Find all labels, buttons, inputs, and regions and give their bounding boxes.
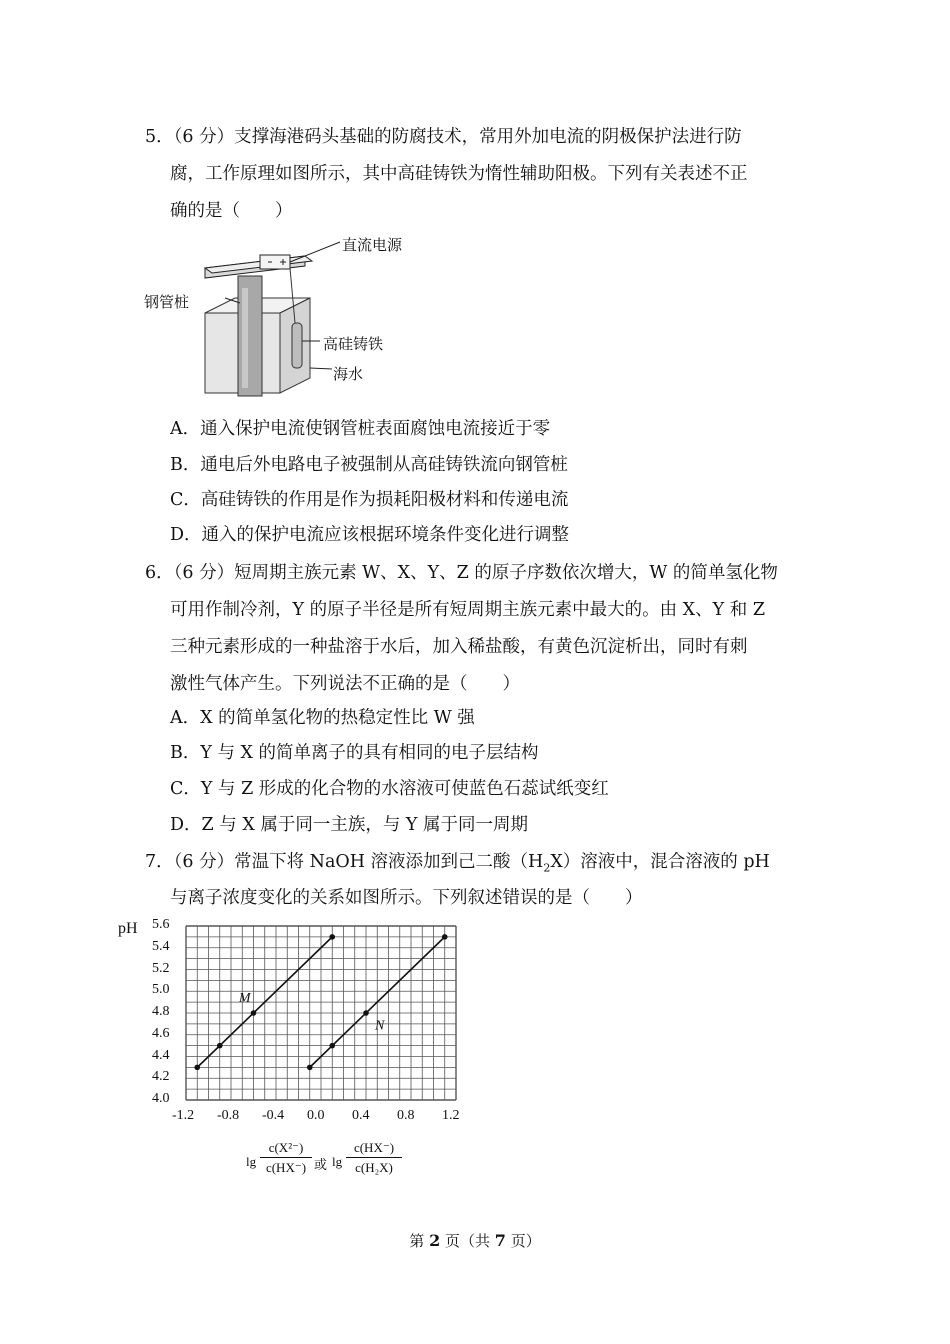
xlabel-num1: c(X²⁻) [268,1140,304,1155]
y-tick-label: 4.0 [152,1091,170,1106]
q6-option-a: A．X 的简单氢化物的热稳定性比 W 强 [170,708,475,728]
x-tick-label: 0.8 [397,1108,415,1123]
data-point-M [329,934,335,940]
q5-option-b: B．通电后外电路电子被强制从高硅铸铁流向钢管桩 [170,455,568,475]
y-tick-label: 4.6 [152,1025,170,1041]
q6-line2: 可用作制冷剂，Y 的原子半径是所有短周期主族元素中最大的。由 X、Y 和 Z [170,600,765,620]
data-point-N [329,1043,335,1049]
annotation-M: M [238,991,251,1007]
y-tick-label: 5.4 [152,938,170,954]
q7-line1: 7．（6 分）常温下将 NaOH 溶液添加到己二酸$(H_2X)$溶液中，混合溶液的 pH [145,852,770,875]
chart-ylabel: pH [118,920,138,937]
y-tick-label: 4.4 [152,1047,170,1063]
data-point-N [307,1065,313,1071]
q5-option-c: C．高硅铸铁的作用是作为损耗阳极材料和传递电流 [170,490,569,510]
data-point-N [363,1010,369,1016]
q6-line4: 激性气体产生。下列说法不正确的是（ ） [170,674,520,694]
xlabel-lg2: lg [332,1154,343,1169]
q7-line2: 与离子浓度变化的关系如图所示。下列叙述错误的是（ ） [170,888,643,908]
q6-line1: 6．（6 分）短周期主族元素 W、X、Y、Z 的原子序数依次增大，W 的简单氢化物 [145,563,778,583]
x-tick-label: -0.8 [217,1108,240,1123]
data-point-M [217,1043,223,1049]
label-power-supply: 直流电源 [342,236,403,254]
q5-line1: 5．（6 分）支撑海港码头基础的防腐技术，常用外加电流的阴极保护法进行防 [145,127,742,147]
q5-line3: 确的是（ ） [170,201,293,221]
page-footer: 第 2 页（共 7 页） [409,1231,541,1250]
x-tick-label: 1.2 [442,1108,460,1123]
xlabel-num2: c(HX⁻) [353,1140,395,1155]
y-tick-label: 5.2 [152,960,170,976]
q6-line3: 三种元素形成的一种盐溶于水后，加入稀盐酸，有黄色沉淀析出，同时有刺 [170,637,748,657]
xlabel-lg1: lg [246,1154,257,1169]
data-point-M [194,1065,200,1071]
x-tick-label: -0.4 [262,1108,285,1123]
y-tick-label: 5.0 [152,982,170,998]
annotation-N: N [375,1018,385,1034]
label-steel-pile: 钢管桩 [144,293,190,311]
q6-option-d: D．Z 与 X 属于同一主族，与 Y 属于同一周期 [170,815,529,835]
x-tick-label: 0.0 [307,1108,325,1123]
q5-line2: 腐，工作原理如图所示，其中高硅铸铁为惰性辅助阳极。下列有关表述不正 [170,164,748,184]
label-silicon-iron: 高硅铸铁 [323,335,384,353]
xlabel-den2: c(H₂X) [355,1160,393,1175]
x-tick-label: 0.4 [352,1108,370,1123]
q5-option-a: A．通入保护电流使钢管桩表面腐蚀电流接近于零 [170,419,551,439]
q5-option-d: D．通入的保护电流应该根据环境条件变化进行调整 [170,525,570,545]
q6-option-c: C．Y 与 Z 形成的化合物的水溶液可使蓝色石蕊试纸变红 [170,779,609,799]
label-seawater: 海水 [333,365,364,383]
data-point-M [251,1010,257,1016]
data-point-N [442,934,448,940]
xlabel-or: 或 [314,1157,328,1172]
y-tick-label: 5.6 [152,917,170,932]
x-tick-label: -1.2 [172,1108,195,1123]
y-tick-label: 4.8 [152,1004,170,1019]
y-tick-label: 4.2 [152,1069,170,1085]
xlabel-den1: c(HX⁻) [265,1160,307,1175]
q6-option-b: B．Y 与 X 的简单离子的具有相同的电子层结构 [170,743,539,763]
